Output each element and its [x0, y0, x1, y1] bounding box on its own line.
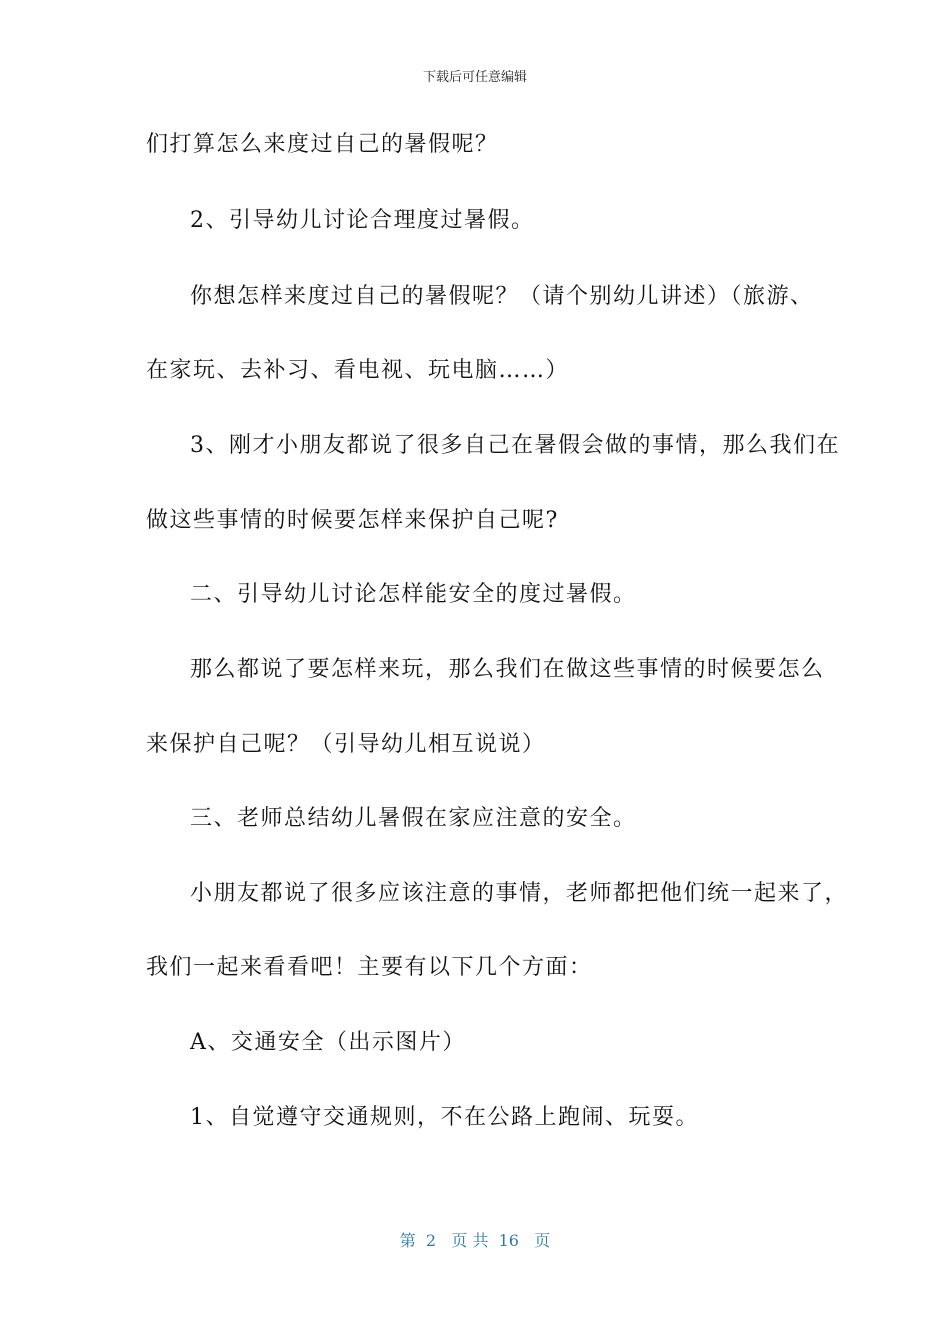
page-footer: 第 2 页 共 16 页 — [399, 1231, 551, 1250]
paragraph-line: 三、老师总结幼儿暑假在家应注意的安全。 — [190, 806, 637, 831]
paragraph-line: 那么都说了要怎样来玩，那么我们在做这些事情的时候要怎么 — [190, 657, 825, 682]
paragraph-line: 你想怎样来度过自己的暑假呢？（请个别幼儿讲述）（旅游、 — [190, 284, 814, 309]
paragraph-line: 小朋友都说了很多应该注意的事情，老师都把他们统一起来了， — [190, 881, 849, 906]
paragraph-line: 3、刚才小朋友都说了很多自己在暑假会做的事情，那么我们在 — [190, 433, 840, 458]
paragraph-line: 2、引导幼儿讨论合理度过暑假。 — [190, 208, 535, 233]
paragraph-line: 我们一起来看看吧！主要有以下几个方面： — [146, 955, 593, 980]
paragraph-line: 做这些事情的时候要怎样来保护自己呢? — [146, 508, 559, 533]
paragraph-line: 二、引导幼儿讨论怎样能安全的度过暑假。 — [190, 582, 637, 607]
paragraph-line: 在家玩、去补习、看电视、玩电脑……） — [146, 358, 570, 383]
paragraph-line: 们打算怎么来度过自己的暑假呢？ — [146, 132, 499, 157]
paragraph-line: 1、自觉遵守交通规则，不在公路上跑闹、玩耍。 — [190, 1105, 699, 1130]
paragraph-line: 来保护自己呢？（引导幼儿相互说说） — [146, 732, 546, 757]
page-header: 下载后可任意编辑 — [422, 70, 527, 85]
paragraph-line: A、交通安全（出示图片） — [190, 1030, 466, 1055]
